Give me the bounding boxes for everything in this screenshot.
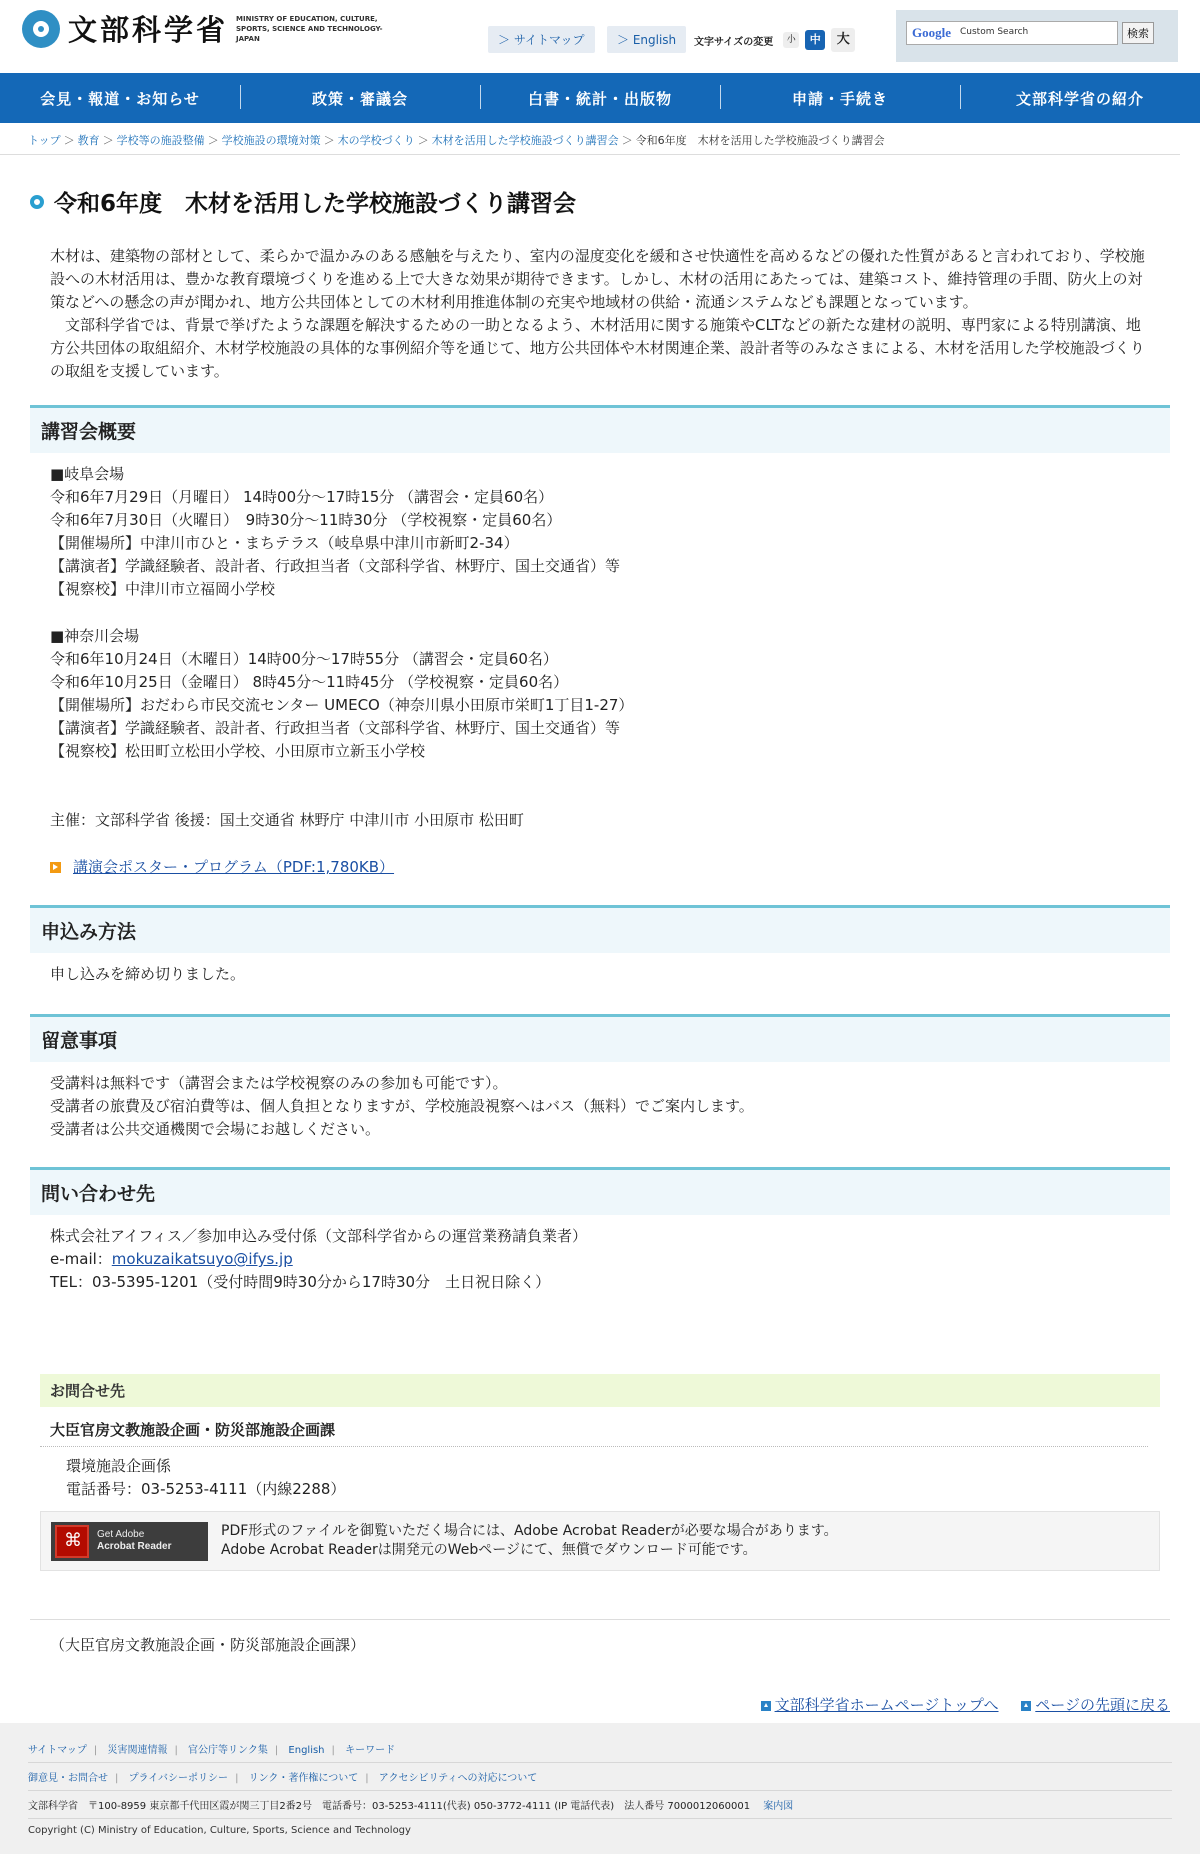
home-top-link[interactable]: 文部科学省ホームページトップへ — [761, 1696, 999, 1714]
contact-detail — [40, 1447, 1160, 1509]
font-size-small-button[interactable]: 小 — [783, 32, 799, 48]
copyright: Copyright (C) Ministry of Education, Culture, Sports, Science and Technology — [28, 1825, 411, 1836]
venue-speakers: 【講演者】学識経験者、設計者、行政担当者（文部科学省、林野庁、国土交通省）等 — [50, 719, 621, 737]
nav-applications[interactable]: 申請・手続き — [720, 88, 960, 109]
arrow-icon — [50, 862, 61, 873]
breadcrumb-link[interactable]: 学校施設の環境対策 — [221, 134, 321, 147]
site-header — [0, 0, 1200, 73]
apply-body — [30, 953, 1170, 986]
apply-text: 申し込みを締め切りました。 — [50, 965, 246, 983]
venue-title: ■岐阜会場 — [50, 465, 125, 483]
nav-policy[interactable]: 政策・審議会 — [240, 88, 480, 109]
mext-logo[interactable] — [22, 8, 386, 49]
division-name: （大臣官房文教施設企画・防災部施設企画課） — [30, 1619, 1170, 1669]
contact-department: 大臣官房文教施設企画・防災部施設企画課 — [40, 1407, 1148, 1447]
contact-box — [40, 1374, 1160, 1571]
venue-kanagawa — [50, 625, 1150, 763]
acrobat-note — [221, 1522, 838, 1560]
nav-publications[interactable]: 白書・統計・出版物 — [480, 88, 720, 109]
map-link[interactable]: 案内図 — [763, 1801, 794, 1812]
breadcrumb-link[interactable]: 教育 — [77, 134, 100, 147]
venue-date: 令和6年7月29日（月曜日） 14時00分～17時15分 （講習会・定員60名） — [50, 488, 554, 506]
footer-link[interactable]: サイトマップ — [28, 1745, 87, 1756]
inquiry-body — [30, 1215, 1170, 1294]
custom-search-label: Custom Search — [960, 27, 1029, 37]
font-size-medium-button[interactable]: 中 — [805, 30, 825, 50]
adobe-acrobat-icon — [55, 1525, 89, 1558]
inquiry-email-row — [50, 1248, 1150, 1271]
footer-link[interactable]: 官公庁等リンク集 — [188, 1745, 268, 1756]
font-size-switcher — [694, 28, 855, 52]
english-link[interactable]: ＞ English — [607, 26, 686, 53]
breadcrumb-link[interactable]: トップ — [28, 134, 61, 147]
breadcrumb-current: 令和6年度 木材を活用した学校施設づくり講習会 — [635, 134, 885, 147]
nav-about[interactable]: 文部科学省の紹介 — [960, 88, 1200, 109]
global-nav — [0, 73, 1200, 123]
page-top-link[interactable]: ページの先頭に戻る — [1021, 1696, 1170, 1714]
arrow-up-icon — [1021, 1701, 1031, 1711]
poster-pdf-link[interactable]: 講演会ポスター・プログラム（PDF:1,780KB） — [73, 858, 395, 876]
footer-link[interactable]: リンク・著作権について — [248, 1773, 359, 1784]
get-acrobat-reader-button[interactable] — [51, 1522, 208, 1561]
site-search — [896, 10, 1178, 62]
venue-date: 令和6年10月25日（金曜日） 8時45分～11時45分 （学校視察・定員60名） — [50, 673, 569, 691]
contact-section: 環境施設企画係 — [66, 1457, 172, 1475]
contact-phone: 電話番号：03-5253-4111（内線2288） — [66, 1480, 346, 1498]
section-heading-inquiry: 問い合わせ先 — [30, 1167, 1170, 1215]
venue-school: 【視察校】松田町立松田小学校、小田原市立新玉小学校 — [50, 742, 426, 760]
venue-school: 【視察校】中津川市立福岡小学校 — [50, 580, 276, 598]
site-footer — [0, 1723, 1200, 1854]
google-logo: Google — [912, 25, 951, 40]
arrow-up-icon — [761, 1701, 771, 1711]
venue-location: 【開催場所】中津川市ひと・まちテラス（岐阜県中津川市新町2-34） — [50, 534, 519, 552]
acrobat-reader-label: Acrobat Reader — [97, 1541, 172, 1552]
notes-body — [30, 1062, 1170, 1141]
section-heading-apply: 申込み方法 — [30, 905, 1170, 953]
venue-date: 令和6年7月30日（火曜日） 9時30分～11時30分 （学校視察・定員60名） — [50, 511, 562, 529]
lead-text — [30, 245, 1170, 383]
nav-news[interactable]: 会見・報道・お知らせ — [40, 89, 200, 108]
footer-links-row: 御意見・お問合せ | プライバシーポリシー | リンク・著作権について | アクセシビリティへの対応について — [28, 1763, 1172, 1791]
lead-paragraph: 文部科学省では、背景で挙げたような課題を解決するための一助となるよう、木材活用に関する施策やCLTなどの新たな建材の説明、専門家による特別講演、地方公共団体の取組紹介、木材学校施設の具体的な事例紹介等を通じて、地方公共団体や木材関連企業、設計者等のみなさまによる、木材を活用した学校施設づくりの取組を支援しています。 — [50, 316, 1145, 380]
footer-link[interactable]: English — [288, 1745, 325, 1756]
note-line: 受講料は無料です（講習会または学校視察のみの参加も可能です）。 — [50, 1074, 508, 1092]
section-heading-overview: 講習会概要 — [30, 405, 1170, 453]
logo-name: 文部科学省 — [68, 13, 229, 47]
footer-links-row: サイトマップ | 災害関連情報 | 官公庁等リンク集 | English | キーワード — [28, 1735, 1172, 1763]
acrobat-get-label: Get Adobe — [97, 1529, 145, 1540]
acrobat-note-line: Adobe Acrobat Readerは開発元のWebページにて、無償でダウンロード可能です。 — [221, 1542, 757, 1558]
main-content — [0, 185, 1200, 1715]
footer-link[interactable]: 災害関連情報 — [107, 1745, 168, 1756]
footer-address-row — [28, 1791, 1172, 1819]
footer-link[interactable]: プライバシーポリシー — [128, 1773, 229, 1784]
note-line: 受講者は公共交通機関で会場にお越しください。 — [50, 1120, 381, 1138]
page-links — [30, 1694, 1170, 1715]
sponsor-text: 主催：文部科学省 後援：国土交通省 林野庁 中津川市 小田原市 松田町 — [50, 811, 524, 829]
inquiry-tel: TEL：03-5395-1201（受付時間9時30分から17時30分 土日祝日除く） — [50, 1273, 551, 1291]
mext-logo-icon — [22, 10, 60, 48]
section-heading-notes: 留意事項 — [30, 1014, 1170, 1062]
logo-english-name: MINISTRY OF EDUCATION, CULTURE, SPORTS, SCIENCE AND TECHNOLOGY-JAPAN — [236, 14, 383, 43]
venue-gifu — [50, 463, 1150, 601]
note-line: 受講者の旅費及び宿泊費等は、個人負担となりますが、学校施設視察へはバス（無料）でご案内します。 — [50, 1097, 754, 1115]
acrobat-notice — [40, 1511, 1160, 1571]
inquiry-company: 株式会社アイフィス／参加申込み受付係（文部科学省からの運営業務請負業者） — [50, 1227, 588, 1245]
font-size-large-button[interactable]: 大 — [831, 28, 855, 52]
venue-title: ■神奈川会場 — [50, 627, 140, 645]
footer-address: 文部科学省 〒100-8959 東京都千代田区霞が関三丁目2番2号 電話番号：03-5253-4111(代表) 050-3772-4111 (IP 電話代表) 法人番号 7000012060001 — [28, 1801, 751, 1812]
footer-link[interactable]: キーワード — [345, 1745, 396, 1756]
breadcrumb: トップ ＞ 教育 ＞ 学校等の施設整備 ＞ 学校施設の環境対策 ＞ 木の学校づくり ＞ 木材を活用した学校施設づくり講習会 ＞ 令和6年度 木材を活用した学校施設づくり講習会 — [0, 123, 1180, 155]
title-bullet-icon — [30, 195, 44, 209]
acrobat-note-line: PDF形式のファイルを御覧いただく場合には、Adobe Acrobat Readerが必要な場合があります。 — [221, 1523, 838, 1539]
page-title — [30, 185, 1170, 218]
breadcrumb-link[interactable]: 木材を活用した学校施設づくり講習会 — [431, 134, 619, 147]
sitemap-link[interactable]: ＞ サイトマップ — [488, 26, 595, 53]
inquiry-email-link[interactable]: mokuzaikatsuyo@ifys.jp — [111, 1250, 293, 1268]
breadcrumb-link[interactable]: 木の学校づくり — [337, 134, 415, 147]
footer-link[interactable]: 御意見・お問合せ — [28, 1773, 108, 1784]
pdf-link-row — [50, 856, 1150, 879]
email-label: e-mail： — [50, 1250, 112, 1268]
page-title-text: 令和6年度 木材を活用した学校施設づくり講習会 — [54, 191, 577, 217]
venue-date: 令和6年10月24日（木曜日）14時00分～17時55分 （講習会・定員60名） — [50, 650, 558, 668]
footer-link[interactable]: アクセシビリティへの対応について — [378, 1773, 538, 1784]
overview-body — [30, 453, 1170, 879]
font-size-label: 文字サイズの変更 — [694, 36, 774, 48]
lead-paragraph: 木材は、建築物の部材として、柔らかで温かみのある感触を与えたり、室内の湿度変化を緩和させ快適性を高めるなどの優れた性質があると言われており、学校施設への木材活用は、豊かな教育環境づくりを進める上で大きな効果が期待できます。しかし、木材の活用にあたっては、建築コスト、維持管理の手間、防火上の対策などへの懸念の声が聞かれ、地方公共団体としての木材利用推進体制の充実や地域材の供給・流通システムなども課題となっています。 — [50, 247, 1145, 311]
search-button[interactable]: 検索 — [1122, 22, 1154, 44]
venue-speakers: 【講演者】学識経験者、設計者、行政担当者（文部科学省、林野庁、国土交通省）等 — [50, 557, 621, 575]
contact-heading: お問合せ先 — [40, 1374, 1160, 1407]
breadcrumb-link[interactable]: 学校等の施設整備 — [116, 134, 205, 147]
venue-location: 【開催場所】おだわら市民交流センター UMECO（神奈川県小田原市栄町1丁目1-27） — [50, 696, 634, 714]
